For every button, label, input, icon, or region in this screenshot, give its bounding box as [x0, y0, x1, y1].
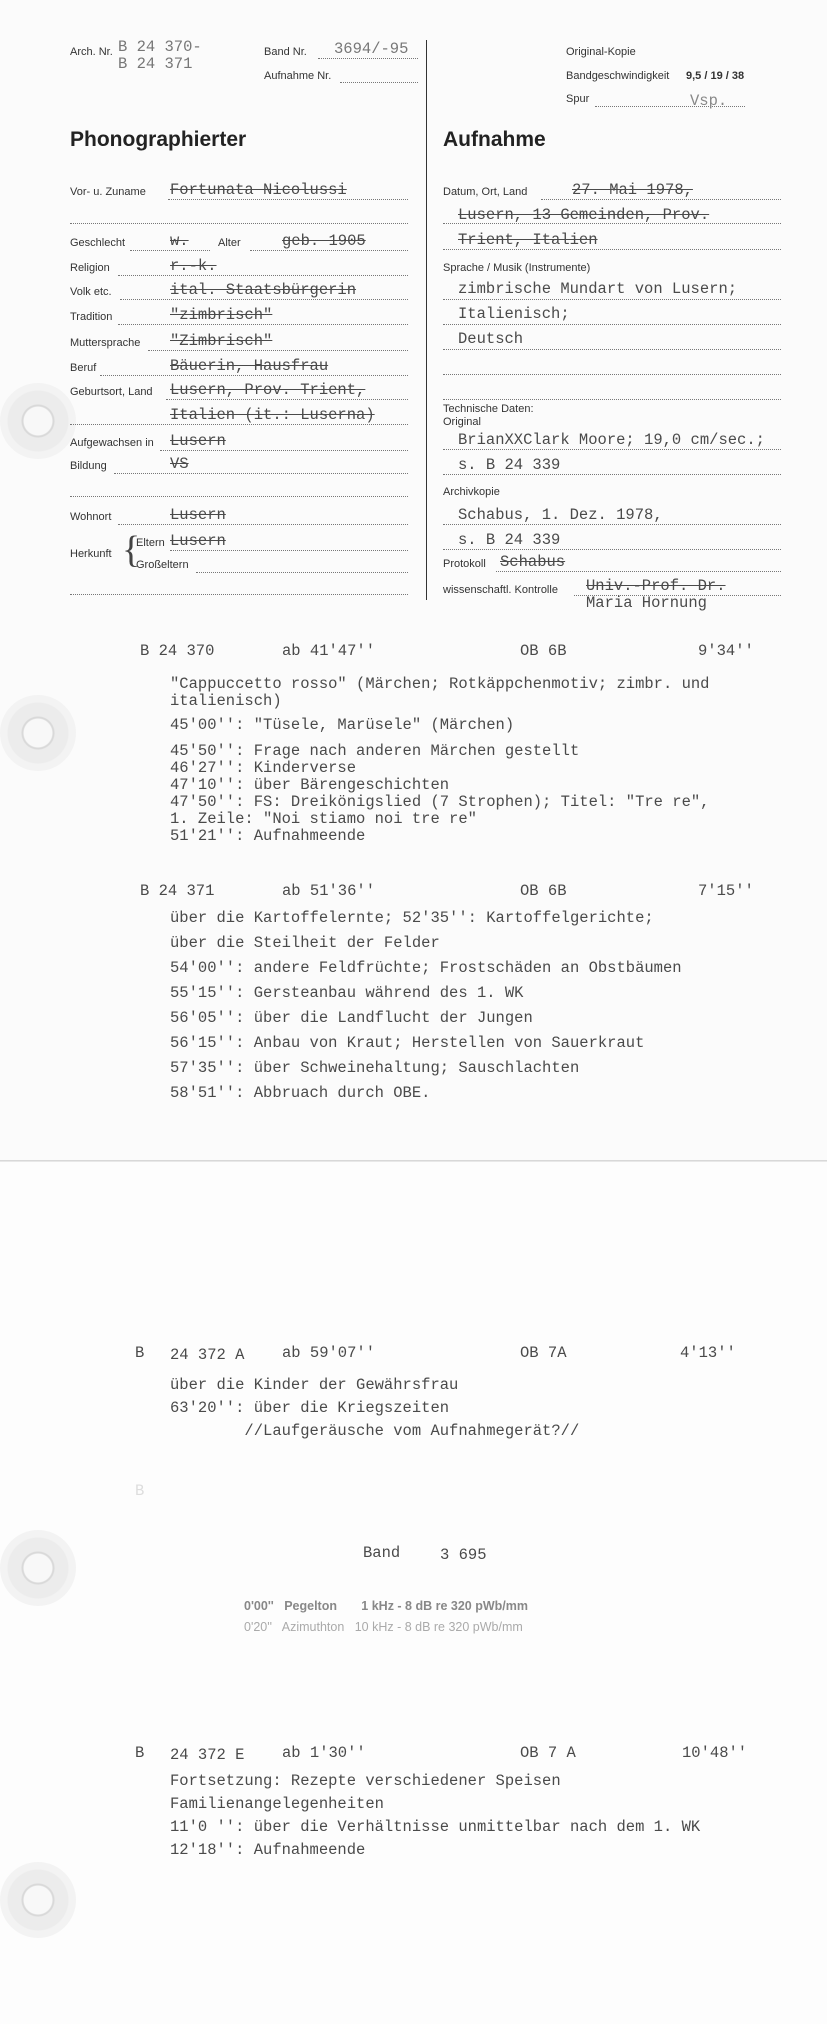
field-label: Alter [218, 237, 241, 249]
log-start: ab 59'07'' [282, 1344, 376, 1362]
field-label: Vor- u. Zuname [70, 186, 146, 198]
sprache-value: Deutsch [458, 330, 524, 348]
field-value: Lusern [170, 506, 226, 524]
dotted-line [443, 299, 781, 300]
dotted-line [340, 82, 418, 83]
log-line: 1. Zeile: "Noi stiamo noi tre re" [170, 810, 477, 828]
field-value: "Zimbrisch" [170, 332, 273, 350]
faint-letter: B [135, 1482, 145, 1500]
field-label: Geburtsort, Land [70, 386, 153, 398]
log-line: 57'35'': über Schweinehaltung; Sauschlachten [170, 1059, 580, 1077]
sprache-label: Sprache / Musik (Instrumente) [443, 262, 591, 274]
log-duration: 4'13'' [680, 1344, 736, 1362]
log-line: über die Steilheit der Felder [170, 934, 440, 952]
dotted-line [120, 299, 408, 300]
field-value: "zimbrisch" [170, 306, 273, 324]
dotted-line [70, 223, 408, 224]
arch-nr-value: B 24 371 [118, 55, 193, 73]
log-line: 12'18'': Aufnahmeende [170, 1841, 366, 1859]
datum-value: Lusern, 13 Gemeinden, Prov. [458, 206, 710, 224]
log-line: 63'20'': über die Kriegszeiten [170, 1399, 450, 1417]
dotted-line [541, 199, 781, 200]
log-id: B 24 371 [140, 882, 215, 900]
field-label: Beruf [70, 362, 97, 374]
log-line: "Cappuccetto rosso" (Märchen; Rotkäppchenmotiv; zimbr. und [170, 675, 710, 693]
log-duration: 10'48'' [682, 1744, 748, 1762]
dotted-line [114, 473, 408, 474]
field-value: Lusern, Prov. Trient, [170, 381, 366, 399]
dotted-line [148, 350, 408, 351]
log-line: //Laufgeräusche vom Aufnahmegerät?// [170, 1422, 580, 1440]
dotted-line [196, 572, 408, 573]
band-label: Band [363, 1544, 401, 1562]
kontrolle-value: Univ.-Prof. Dr. [586, 577, 726, 595]
log-ob: OB 7A [520, 1344, 567, 1362]
archivkopie-label: Archivkopie [443, 486, 500, 498]
dotted-line [443, 399, 781, 400]
field-value: Lusern [170, 432, 226, 450]
log-line: 45'00'': "Tüsele, Marüsele" (Märchen) [170, 716, 515, 734]
log-duration: 7'15'' [698, 882, 754, 900]
log-line: über die Kinder der Gewährsfrau [170, 1376, 459, 1394]
band-nr-value: 3694/-95 [334, 40, 409, 58]
datum-value: 27. Mai 1978, [572, 181, 693, 199]
bandgeschwindigkeit-label: Bandgeschwindigkeit [566, 70, 670, 82]
log-b: B [135, 1344, 145, 1362]
field-value: r.-k. [170, 257, 217, 275]
field-label: Großeltern [136, 559, 189, 571]
log-line: 56'05'': über die Landflucht der Jungen [170, 1009, 533, 1027]
band-nr-label: Band Nr. [264, 46, 307, 58]
dotted-line [70, 594, 408, 595]
dotted-line [443, 449, 781, 450]
protokoll-label: Protokoll [443, 558, 486, 570]
tone-line: 0'00'' Pegelton 1 kHz - 8 dB re 320 pWb/mm [244, 1599, 528, 1613]
log-start: ab 51'36'' [282, 882, 376, 900]
log-entries [170, 676, 710, 845]
punch-hole [0, 383, 76, 459]
arch-nr-value: B 24 370- [118, 38, 202, 56]
log-line: 47'10'': über Bärengeschichten [170, 776, 450, 794]
field-label: Tradition [70, 311, 113, 323]
brace-symbol: { [122, 529, 141, 571]
band-value: 3 695 [440, 1546, 487, 1564]
dotted-line [168, 199, 408, 200]
archive-card-2 [0, 1162, 827, 2024]
log-ob: OB 7 A [520, 1744, 576, 1762]
dotted-line [70, 424, 408, 425]
log-start: ab 1'30'' [282, 1744, 366, 1762]
kontrolle-label: wissenschaftl. Kontrolle [443, 584, 558, 596]
field-label: Wohnort [70, 511, 112, 523]
spur-value: Vsp. [690, 92, 728, 110]
log-b: B [135, 1744, 145, 1762]
punch-hole [0, 1862, 76, 1938]
aufnahme-nr-label: Aufnahme Nr. [264, 70, 332, 82]
field-label: Religion [70, 262, 110, 274]
kontrolle-value: Maria Hornung [586, 594, 707, 612]
log-ob: OB 6B [520, 882, 567, 900]
log-entries [170, 1770, 700, 1862]
dotted-line [250, 250, 408, 251]
dotted-line [70, 496, 408, 497]
field-value: Fortunata Nicolussi [170, 181, 347, 199]
log-line: 46'27'': Kinderverse [170, 759, 357, 777]
log-entries [170, 906, 682, 1106]
punch-hole [0, 695, 76, 771]
right-section-title: Aufnahme [443, 128, 546, 151]
original-value: s. B 24 339 [458, 456, 561, 474]
kopie-label: Original-Kopie [566, 46, 636, 58]
field-label: Eltern [136, 537, 165, 549]
log-id: 24 372 A [170, 1346, 245, 1364]
dotted-line [443, 249, 781, 250]
log-line: 55'15'': Gersteanbau während des 1. WK [170, 984, 524, 1002]
dotted-line [100, 375, 408, 376]
tone-line: 0'20'' Azimuthton 10 kHz - 8 dB re 320 pWb/mm [244, 1620, 523, 1634]
dotted-line [318, 58, 418, 59]
left-section-title: Phonographierter [70, 128, 247, 151]
log-duration: 9'34'' [698, 642, 754, 660]
field-value: Bäuerin, Hausfrau [170, 357, 329, 375]
log-start: ab 41'47'' [282, 642, 376, 660]
dotted-line [118, 275, 408, 276]
dotted-line [443, 374, 781, 375]
log-line: Fortsetzung: Rezepte verschiedener Speisen [170, 1772, 561, 1790]
log-line: 45'50'': Frage nach anderen Märchen gestellt [170, 742, 580, 760]
column-divider [426, 40, 427, 600]
spur-label: Spur [566, 93, 590, 105]
field-label: Volk etc. [70, 286, 112, 298]
dotted-line [443, 474, 781, 475]
dotted-line [118, 524, 408, 525]
dotted-line [166, 399, 408, 400]
dotted-line [443, 349, 781, 350]
log-line: über die Kartoffelernte; 52'35'': Kartoffelgerichte; [170, 909, 654, 927]
log-id: 24 372 E [170, 1746, 245, 1764]
log-line: 58'51'': Abbruach durch OBE. [170, 1084, 431, 1102]
dotted-line [443, 524, 781, 525]
arch-nr-label: Arch. Nr. [70, 46, 113, 58]
field-value: Lusern [170, 532, 226, 550]
field-label: Geschlecht [70, 237, 126, 249]
datum-value: Trient, Italien [458, 231, 598, 249]
log-line: 47'50'': FS: Dreikönigslied (7 Strophen); Titel: "Tre re", [170, 793, 710, 811]
dotted-line [170, 550, 408, 551]
dotted-line [160, 450, 408, 451]
archivkopie-value: s. B 24 339 [458, 531, 561, 549]
field-value: geb. 1905 [282, 232, 366, 250]
log-line: 51'21'': Aufnahmeende [170, 827, 366, 845]
technische-label: Technische Daten: [443, 403, 534, 415]
bandgeschwindigkeit-value: 9,5 / 19 / 38 [686, 70, 745, 82]
log-line: Familienangelegenheiten [170, 1795, 384, 1813]
field-label: Muttersprache [70, 337, 141, 349]
archivkopie-value: Schabus, 1. Dez. 1978, [458, 506, 663, 524]
original-value: BrianXXClark Moore; 19,0 cm/sec.; [458, 431, 765, 449]
original-label: Original [443, 416, 481, 428]
dotted-line [496, 571, 781, 572]
sprache-value: zimbrische Mundart von Lusern; [458, 280, 738, 298]
log-line: 54'00'': andere Feldfrüchte; Frostschäden an Obstbäumen [170, 959, 682, 977]
dotted-line [130, 250, 210, 251]
datum-label: Datum, Ort, Land [443, 186, 528, 198]
log-line: italienisch) [170, 692, 282, 710]
field-label: Aufgewachsen in [70, 437, 154, 449]
punch-hole [0, 1530, 76, 1606]
field-label: Herkunft [70, 548, 112, 560]
protokoll-value: Schabus [500, 553, 566, 571]
dotted-line [118, 324, 408, 325]
field-value: Italien (it.: Luserna) [170, 406, 375, 424]
field-value: VS [170, 455, 189, 473]
log-entries [170, 1374, 579, 1443]
field-value: w. [170, 232, 189, 250]
log-id: B 24 370 [140, 642, 215, 660]
field-value: ital. Staatsbürgerin [170, 281, 357, 299]
log-ob: OB 6B [520, 642, 567, 660]
dotted-line [443, 549, 781, 550]
dotted-line [443, 324, 781, 325]
sprache-value: Italienisch; [458, 305, 570, 323]
log-line: 56'15'': Anbau von Kraut; Herstellen von Sauerkraut [170, 1034, 645, 1052]
field-label: Bildung [70, 460, 107, 472]
log-line: 11'0 '': über die Verhältnisse unmittelbar nach dem 1. WK [170, 1818, 701, 1836]
